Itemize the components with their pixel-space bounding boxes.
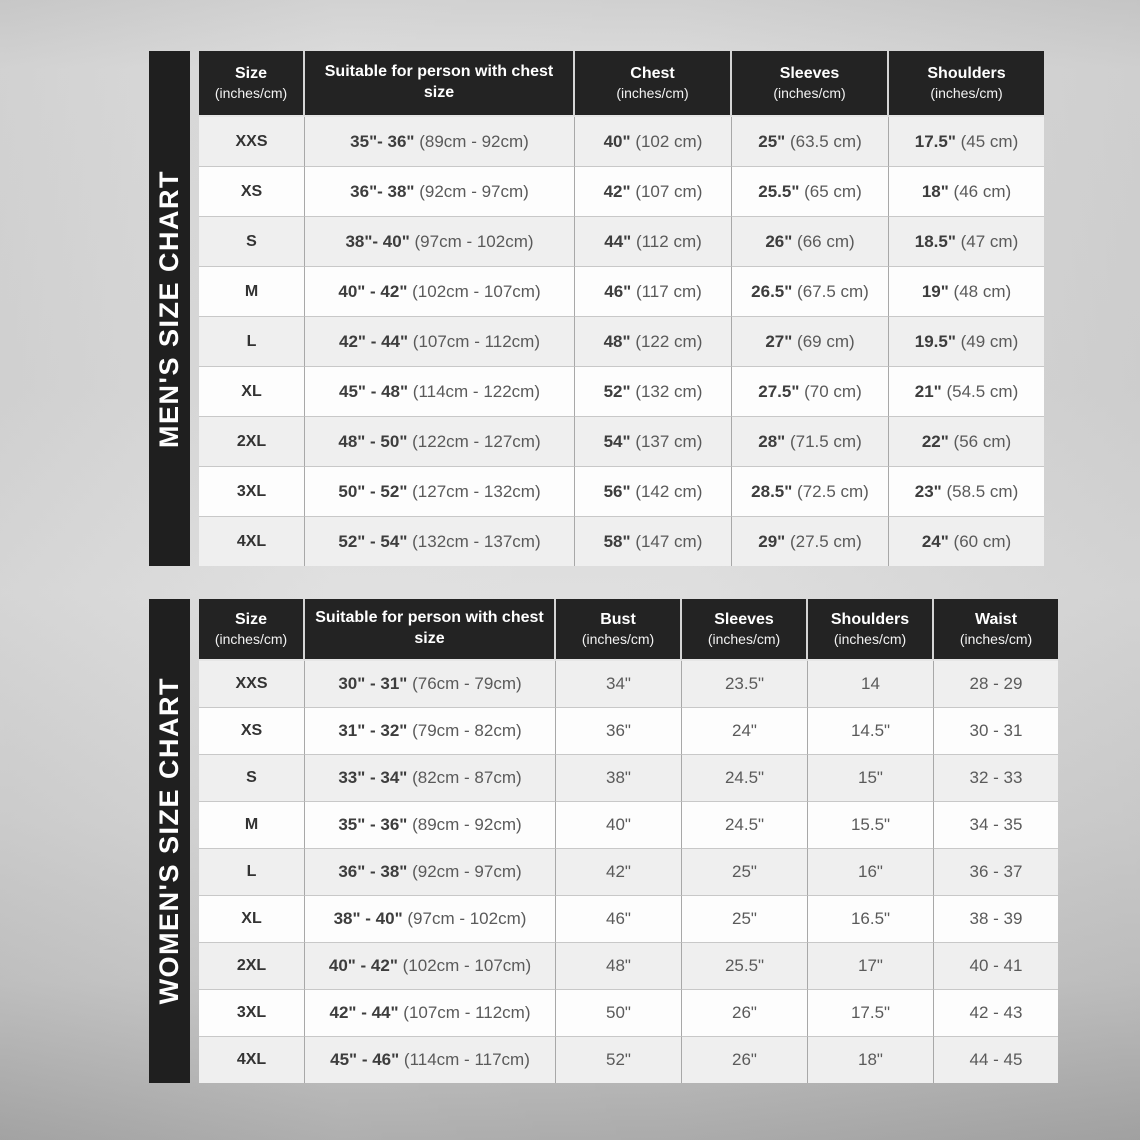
value-inches: 26.5": [751, 281, 793, 301]
size-row-2xl: [199, 417, 1044, 467]
column-header-shoulders: [808, 599, 934, 661]
column-title: Size: [234, 64, 267, 82]
value-inches: 35"- 36": [350, 131, 415, 151]
value-inches: 40": [603, 131, 631, 151]
value-cm: 25": [732, 862, 757, 881]
column-unit: (inches/cm): [833, 630, 907, 647]
value-cm: (97cm - 102cm): [407, 909, 527, 928]
value-inches: 30" - 31": [338, 674, 408, 693]
value-cell: [575, 367, 732, 417]
value-cm: 24.5": [724, 768, 765, 787]
value-inches: 52": [603, 381, 631, 401]
size-label: XL: [199, 896, 305, 943]
value-cm: (114cm - 122cm): [412, 381, 540, 401]
value-cell: [682, 849, 808, 896]
value-cm: (147 cm): [635, 531, 703, 551]
value-cell: [732, 467, 889, 517]
size-label: XS: [199, 708, 305, 755]
value-cm: 40 - 41: [969, 956, 1023, 975]
value-cell: [808, 849, 934, 896]
value-inches: 42" - 44": [329, 1003, 399, 1022]
value-cell: [889, 167, 1044, 217]
value-cm: (127cm - 132cm): [412, 481, 541, 501]
value-cm: 23.5": [724, 674, 765, 693]
value-cell: [808, 708, 934, 755]
value-cell: [682, 661, 808, 708]
value-inches: 58": [603, 531, 631, 551]
womens-chart-title: WOMEN'S SIZE CHART: [154, 677, 184, 1005]
value-inches: 26": [765, 231, 793, 251]
value-cm: 34 - 35: [969, 815, 1023, 834]
column-title: Bust: [600, 610, 636, 628]
value-cell: [305, 267, 575, 317]
mens-table-body: [199, 117, 1044, 566]
value-cm: 48": [606, 956, 631, 975]
value-cell: [934, 661, 1058, 708]
size-label: M: [199, 267, 305, 317]
value-cm: 15": [858, 768, 883, 787]
value-inches: 25": [758, 131, 786, 151]
column-header-suitable-for-person-with-chest-size: [305, 51, 575, 117]
value-cm: (97cm - 102cm): [414, 231, 534, 251]
value-inches: 44": [604, 231, 632, 251]
column-title: Chest: [630, 64, 675, 82]
value-cell: [889, 367, 1044, 417]
column-header-waist: [934, 599, 1058, 661]
value-cell: [889, 317, 1044, 367]
value-cell: [305, 990, 556, 1037]
value-cm: 34": [606, 674, 631, 693]
value-cell: [808, 661, 934, 708]
column-unit: (inches/cm): [773, 84, 846, 101]
size-label: 3XL: [199, 990, 305, 1037]
value-cm: (49 cm): [960, 331, 1019, 351]
column-header-sleeves: [732, 51, 889, 117]
value-cell: [575, 517, 732, 566]
value-cm: 26": [732, 1003, 757, 1022]
value-cm: 16.5": [850, 909, 891, 928]
value-cm: (45 cm): [960, 131, 1019, 151]
value-cm: (65 cm): [804, 181, 862, 201]
value-cm: 15.5": [850, 815, 891, 834]
size-label: S: [199, 755, 305, 802]
value-cell: [889, 217, 1044, 267]
value-cell: [575, 417, 732, 467]
size-row-xxs: [199, 661, 1058, 708]
value-cell: [732, 217, 889, 267]
size-label: L: [199, 849, 305, 896]
value-cm: 32 - 33: [969, 768, 1023, 787]
value-cell: [732, 117, 889, 167]
value-inches: 52" - 54": [338, 531, 408, 551]
header-row: [199, 599, 1058, 661]
value-cell: [889, 267, 1044, 317]
value-inches: 24": [921, 531, 949, 551]
value-inches: 19": [921, 281, 949, 301]
value-cm: (117 cm): [635, 281, 702, 301]
value-cell: [808, 896, 934, 943]
value-cell: [556, 943, 682, 990]
value-cell: [934, 943, 1058, 990]
value-cm: 38 - 39: [969, 909, 1023, 928]
value-cm: (60 cm): [953, 531, 1012, 551]
value-inches: 46": [604, 281, 632, 301]
value-inches: 23": [914, 481, 942, 501]
value-inches: 48": [603, 331, 631, 351]
value-cm: 16": [858, 862, 883, 881]
value-cm: (46 cm): [953, 181, 1012, 201]
value-cell: [934, 802, 1058, 849]
value-cell: [889, 117, 1044, 167]
value-cm: (107 cm): [635, 181, 703, 201]
value-cm: 26": [732, 1050, 757, 1069]
value-cm: 14.5": [850, 721, 891, 740]
value-cell: [305, 217, 575, 267]
mens-table-header: [199, 51, 1044, 117]
value-inches: 28": [758, 431, 786, 451]
womens-table-body: [199, 661, 1058, 1083]
value-cell: [889, 467, 1044, 517]
column-unit: (inches/cm): [707, 630, 781, 647]
value-cm: (107cm - 112cm): [412, 331, 540, 351]
column-title: Shoulders: [830, 610, 910, 628]
value-cm: 25.5": [724, 956, 765, 975]
column-header-shoulders: [889, 51, 1044, 117]
value-inches: 38"- 40": [345, 231, 410, 251]
value-cm: (102cm - 107cm): [412, 281, 541, 301]
size-label: 4XL: [199, 517, 305, 566]
value-cm: 42 - 43: [969, 1003, 1023, 1022]
value-cell: [808, 943, 934, 990]
column-title: Shoulders: [927, 64, 1006, 82]
value-cell: [682, 896, 808, 943]
column-unit: (inches/cm): [616, 84, 689, 101]
column-header-chest: [575, 51, 732, 117]
column-header-size: [199, 599, 305, 661]
value-inches: 21": [914, 381, 942, 401]
size-row-4xl: [199, 1037, 1058, 1083]
value-cm: 24.5": [724, 815, 765, 834]
value-cell: [575, 267, 732, 317]
value-inches: 33" - 34": [338, 768, 408, 787]
value-inches: 29": [758, 531, 786, 551]
value-cell: [305, 367, 575, 417]
value-cm: 28 - 29: [969, 674, 1023, 693]
value-cm: 44 - 45: [969, 1050, 1023, 1069]
value-cell: [808, 1037, 934, 1083]
value-cell: [889, 517, 1044, 566]
column-unit: (inches/cm): [214, 84, 288, 101]
value-cm: (56 cm): [953, 431, 1012, 451]
size-row-s: [199, 755, 1058, 802]
value-cell: [934, 1037, 1058, 1083]
value-cm: (71.5 cm): [789, 431, 862, 451]
value-cell: [556, 802, 682, 849]
mens-chart-sidebar: [149, 51, 190, 566]
value-cm: (70 cm): [804, 381, 862, 401]
value-cm: (122 cm): [635, 331, 703, 351]
value-cell: [732, 417, 889, 467]
value-cell: [556, 755, 682, 802]
value-cell: [682, 1037, 808, 1083]
womens-size-chart-section: [149, 599, 1058, 1083]
womens-table-header: [199, 599, 1058, 661]
value-cell: [305, 896, 556, 943]
value-cm: (114cm - 117cm): [403, 1050, 530, 1069]
column-title: Suitable for person with chest size: [315, 609, 544, 647]
value-cell: [934, 849, 1058, 896]
column-unit: (inches/cm): [959, 630, 1033, 647]
value-cell: [305, 802, 556, 849]
value-cm: (137 cm): [635, 431, 703, 451]
value-cm: (82cm - 87cm): [412, 768, 522, 787]
value-cell: [732, 267, 889, 317]
value-cm: (79cm - 82cm): [412, 721, 522, 740]
size-label: 3XL: [199, 467, 305, 517]
column-title: Sleeves: [779, 64, 840, 82]
value-cell: [682, 943, 808, 990]
value-inches: 48" - 50": [338, 431, 408, 451]
size-row-xs: [199, 167, 1044, 217]
value-inches: 25.5": [758, 181, 800, 201]
column-title: Waist: [974, 610, 1018, 628]
value-inches: 27.5": [758, 381, 800, 401]
size-row-m: [199, 267, 1044, 317]
value-cell: [682, 755, 808, 802]
womens-chart-sidebar: [149, 599, 190, 1083]
size-row-4xl: [199, 517, 1044, 566]
value-cell: [305, 943, 556, 990]
value-inches: 27": [765, 331, 793, 351]
value-inches: 18": [921, 181, 949, 201]
value-cell: [305, 755, 556, 802]
value-cm: (112 cm): [635, 231, 702, 251]
header-row: [199, 51, 1044, 117]
value-cm: (102 cm): [635, 131, 703, 151]
value-cm: (132 cm): [635, 381, 703, 401]
size-row-s: [199, 217, 1044, 267]
value-cm: (132cm - 137cm): [412, 531, 541, 551]
size-label: 4XL: [199, 1037, 305, 1083]
value-cm: (69 cm): [797, 331, 855, 351]
size-row-l: [199, 849, 1058, 896]
value-cm: (63.5 cm): [789, 131, 862, 151]
value-cm: 50": [606, 1003, 631, 1022]
value-cm: 38": [606, 768, 631, 787]
value-inches: 35" - 36": [338, 815, 408, 834]
value-cm: (102cm - 107cm): [402, 956, 532, 975]
value-cell: [305, 317, 575, 367]
column-title: Suitable for person with chest size: [324, 63, 554, 101]
value-inches: 54": [603, 431, 631, 451]
value-cell: [305, 517, 575, 566]
value-cm: 36": [606, 721, 631, 740]
value-cm: 46": [606, 909, 631, 928]
value-cm: (54.5 cm): [946, 381, 1019, 401]
value-cm: 40": [606, 815, 631, 834]
value-cell: [556, 708, 682, 755]
value-cm: 25": [732, 909, 757, 928]
value-cm: (122cm - 127cm): [412, 431, 541, 451]
column-header-sleeves: [682, 599, 808, 661]
size-label: XXS: [199, 661, 305, 708]
value-cell: [556, 849, 682, 896]
value-cell: [575, 317, 732, 367]
value-cm: (47 cm): [960, 231, 1019, 251]
value-cell: [556, 661, 682, 708]
value-cell: [808, 755, 934, 802]
size-label: XS: [199, 167, 305, 217]
size-row-xl: [199, 367, 1044, 417]
value-cell: [305, 849, 556, 896]
value-cm: 14: [861, 674, 880, 693]
value-inches: 42" - 44": [339, 331, 409, 351]
value-cell: [732, 367, 889, 417]
value-inches: 45" - 48": [339, 381, 409, 401]
value-cell: [934, 708, 1058, 755]
value-cm: 17.5": [850, 1003, 891, 1022]
value-cm: 30 - 31: [969, 721, 1023, 740]
value-cell: [732, 167, 889, 217]
size-row-xs: [199, 708, 1058, 755]
value-inches: 40" - 42": [328, 956, 398, 975]
value-cm: (58.5 cm): [946, 481, 1019, 501]
value-cm: 36 - 37: [969, 862, 1023, 881]
column-title: Size: [234, 610, 267, 628]
value-cell: [934, 896, 1058, 943]
size-label: L: [199, 317, 305, 367]
value-inches: 40" - 42": [338, 281, 408, 301]
value-inches: 19.5": [914, 331, 956, 351]
value-cm: (48 cm): [953, 281, 1012, 301]
value-cm: (89cm - 92cm): [419, 131, 529, 151]
value-cm: (66 cm): [797, 231, 855, 251]
value-inches: 31" - 32": [338, 721, 408, 740]
size-label: 2XL: [199, 417, 305, 467]
value-cm: 24": [732, 721, 757, 740]
value-inches: 50" - 52": [338, 481, 408, 501]
value-cm: 52": [606, 1050, 631, 1069]
size-label: S: [199, 217, 305, 267]
value-cell: [808, 802, 934, 849]
value-cm: (142 cm): [635, 481, 703, 501]
value-cm: (92cm - 97cm): [412, 862, 522, 881]
size-row-m: [199, 802, 1058, 849]
value-cell: [305, 1037, 556, 1083]
mens-size-chart-section: [149, 51, 1044, 566]
size-row-xl: [199, 896, 1058, 943]
value-cm: (107cm - 112cm): [403, 1003, 531, 1022]
value-cell: [732, 317, 889, 367]
size-row-l: [199, 317, 1044, 367]
value-inches: 36"- 38": [350, 181, 415, 201]
column-unit: (inches/cm): [214, 630, 288, 647]
value-cell: [682, 802, 808, 849]
value-cell: [305, 661, 556, 708]
size-label: M: [199, 802, 305, 849]
value-inches: 18.5": [914, 231, 956, 251]
value-cell: [305, 467, 575, 517]
value-cell: [934, 990, 1058, 1037]
value-cm: 17": [858, 956, 883, 975]
value-cell: [934, 755, 1058, 802]
value-cell: [556, 896, 682, 943]
size-label: 2XL: [199, 943, 305, 990]
value-cell: [575, 117, 732, 167]
size-row-3xl: [199, 990, 1058, 1037]
size-row-xxs: [199, 117, 1044, 167]
size-row-3xl: [199, 467, 1044, 517]
value-cm: (89cm - 92cm): [412, 815, 522, 834]
value-cell: [682, 708, 808, 755]
value-cell: [889, 417, 1044, 467]
value-cm: (72.5 cm): [797, 481, 869, 501]
value-cell: [305, 708, 556, 755]
value-cell: [575, 467, 732, 517]
value-cell: [305, 417, 575, 467]
value-inches: 45" - 46": [330, 1050, 400, 1069]
value-cm: 18": [858, 1050, 883, 1069]
value-cm: 42": [606, 862, 631, 881]
value-cell: [575, 217, 732, 267]
column-header-size: [199, 51, 305, 117]
size-row-2xl: [199, 943, 1058, 990]
column-title: Sleeves: [714, 610, 774, 628]
value-cell: [556, 1037, 682, 1083]
value-cm: (92cm - 97cm): [419, 181, 529, 201]
value-inches: 28.5": [751, 481, 793, 501]
column-header-suitable-for-person-with-chest-size: [305, 599, 556, 661]
value-cell: [305, 117, 575, 167]
value-cell: [556, 990, 682, 1037]
value-inches: 22": [921, 431, 949, 451]
column-unit: (inches/cm): [930, 84, 1003, 101]
mens-size-table: [199, 51, 1044, 566]
size-label: XXS: [199, 117, 305, 167]
value-cell: [682, 990, 808, 1037]
value-cell: [732, 517, 889, 566]
value-cell: [808, 990, 934, 1037]
value-inches: 38" - 40": [333, 909, 403, 928]
value-inches: 17.5": [914, 131, 956, 151]
value-cm: (67.5 cm): [797, 281, 869, 301]
size-label: XL: [199, 367, 305, 417]
mens-chart-title: MEN'S SIZE CHART: [154, 169, 184, 448]
value-inches: 56": [603, 481, 631, 501]
column-unit: (inches/cm): [581, 630, 655, 647]
value-cell: [305, 167, 575, 217]
womens-size-table: [199, 599, 1058, 1083]
value-inches: 36" - 38": [338, 862, 408, 881]
value-inches: 42": [603, 181, 631, 201]
value-cm: (76cm - 79cm): [412, 674, 522, 693]
value-cm: (27.5 cm): [789, 531, 862, 551]
value-cell: [575, 167, 732, 217]
column-header-bust: [556, 599, 682, 661]
